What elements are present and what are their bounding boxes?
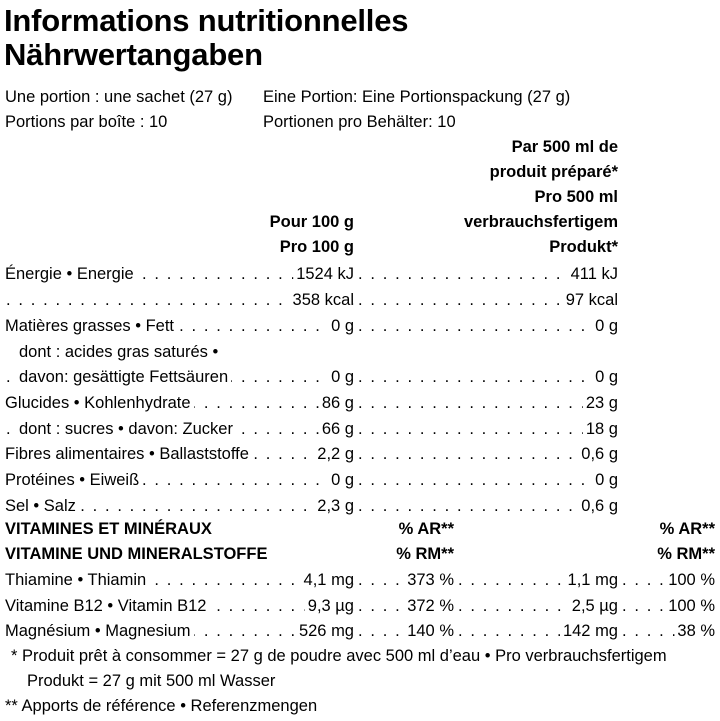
nutrient-label: Glucides • Kohlenhydrate [5, 390, 194, 416]
nutrient-per100-value: 358 kcal [290, 287, 354, 313]
nutrient-label: Sel • Salz [5, 493, 79, 519]
vitamin-prepared-pct: 100 % [665, 567, 715, 593]
nutrient-prepared-value: 0 g [592, 364, 618, 390]
serving-size-de: Eine Portion: Eine Portionspackung (27 g) [263, 88, 571, 106]
nutrient-per100-value: 1524 kJ [293, 261, 354, 287]
per100-rm-header: % RM** [396, 545, 454, 563]
per100-header-fr: Pour 100 g [269, 213, 354, 231]
vitamin-label: Vitamine B12 • Vitamin B12 [5, 593, 209, 619]
nutrient-row [0, 390, 720, 416]
vitamin-prepared-value: 2,5 µg [569, 593, 618, 619]
vitamin-per100-value: 4,1 mg [301, 567, 354, 593]
nutrient-per100-value: 0 g [328, 313, 354, 339]
vitamin-label: Magnésium • Magnesium [5, 618, 194, 644]
dot-leader [358, 467, 618, 493]
prepared-header-line-5: Produkt* [549, 238, 618, 256]
nutrient-prepared-value: 0,6 g [578, 493, 618, 519]
vitamin-prepared-value: 142 mg [560, 618, 618, 644]
nutrient-prepared-value: 0 g [592, 313, 618, 339]
footnote-prepared-line-2: Produkt = 27 g mit 500 ml Wasser [27, 672, 276, 690]
nutrient-per100-value: 0 g [328, 467, 354, 493]
per100-ar-header: % AR** [398, 520, 454, 538]
prepared-header-line-2: produit préparé* [489, 163, 618, 181]
nutrient-per100-value: 86 g [319, 390, 354, 416]
dot-leader [358, 390, 618, 416]
vitamin-per100-pct: 373 % [404, 567, 454, 593]
dot-leader [358, 313, 618, 339]
servings-count-de: Portionen pro Behälter: 10 [263, 113, 456, 131]
title-fr: Informations nutritionnelles [4, 3, 409, 38]
prepared-rm-header: % RM** [657, 545, 715, 563]
nutrient-row [0, 441, 720, 467]
prepared-ar-header: % AR** [659, 520, 715, 538]
nutrient-row [0, 416, 720, 442]
nutrient-prepared-value: 18 g [583, 416, 618, 442]
footnote-prepared-line-1: * Produit prêt à consommer = 27 g de poudre avec 500 ml d’eau • Pro verbrauchsfertigem [11, 647, 667, 665]
nutrient-per100-value: 2,3 g [314, 493, 354, 519]
vitamin-prepared-value: 1,1 mg [565, 567, 618, 593]
nutrient-label: dont : acides gras saturés • [19, 339, 221, 365]
vitamin-prepared-pct: 38 % [674, 618, 715, 644]
nutrient-prepared-value: 23 g [583, 390, 618, 416]
vitamin-per100-pct: 140 % [404, 618, 454, 644]
vitamins-header-fr: VITAMINES ET MINÉRAUX [5, 520, 212, 538]
dot-leader [358, 416, 618, 442]
nutrient-row [0, 313, 720, 339]
dot-leader [358, 364, 618, 390]
nutrient-label: dont : sucres • davon: Zucker [19, 416, 236, 442]
nutrient-per100-value: 2,2 g [314, 441, 354, 467]
nutrient-row [0, 287, 720, 313]
nutrient-prepared-value: 411 kJ [568, 261, 618, 287]
serving-size-fr: Une portion : une sachet (27 g) [5, 88, 233, 106]
nutrient-prepared-value: 0 g [592, 467, 618, 493]
nutrient-row [0, 364, 720, 390]
vitamin-prepared-pct: 100 % [665, 593, 715, 619]
footnote-reference: ** Apports de référence • Referenzmengen [5, 697, 318, 715]
nutrient-row [0, 339, 720, 365]
vitamin-row [0, 618, 720, 644]
nutrient-label: Protéines • Eiweiß [5, 467, 142, 493]
prepared-header-line-3: Pro 500 ml [534, 188, 618, 206]
prepared-header-line-1: Par 500 ml de [511, 138, 618, 156]
vitamin-per100-value: 526 mg [296, 618, 354, 644]
vitamin-label: Thiamine • Thiamin [5, 567, 149, 593]
title-de: Nährwertangaben [4, 37, 263, 72]
vitamin-row [0, 567, 720, 593]
nutrient-row [0, 261, 720, 287]
nutrient-prepared-value: 0,6 g [578, 441, 618, 467]
servings-count-fr: Portions par boîte : 10 [5, 113, 168, 131]
nutrient-label: davon: gesättigte Fettsäuren [19, 364, 231, 390]
vitamin-row [0, 593, 720, 619]
vitamins-header-de: VITAMINE UND MINERALSTOFFE [5, 545, 268, 563]
nutrient-label: Énergie • Energie [5, 261, 137, 287]
nutrient-label: Fibres alimentaires • Ballaststoffe [5, 441, 252, 467]
per100-header-de: Pro 100 g [279, 238, 354, 256]
nutrient-per100-value: 0 g [328, 364, 354, 390]
vitamin-per100-pct: 372 % [404, 593, 454, 619]
nutrient-per100-value: 66 g [319, 416, 354, 442]
prepared-header-line-4: verbrauchsfertigem [463, 213, 618, 231]
nutrient-row [0, 467, 720, 493]
nutrient-prepared-value: 97 kcal [563, 287, 618, 313]
vitamin-per100-value: 9,3 µg [305, 593, 354, 619]
nutrient-label: Matières grasses • Fett [5, 313, 177, 339]
